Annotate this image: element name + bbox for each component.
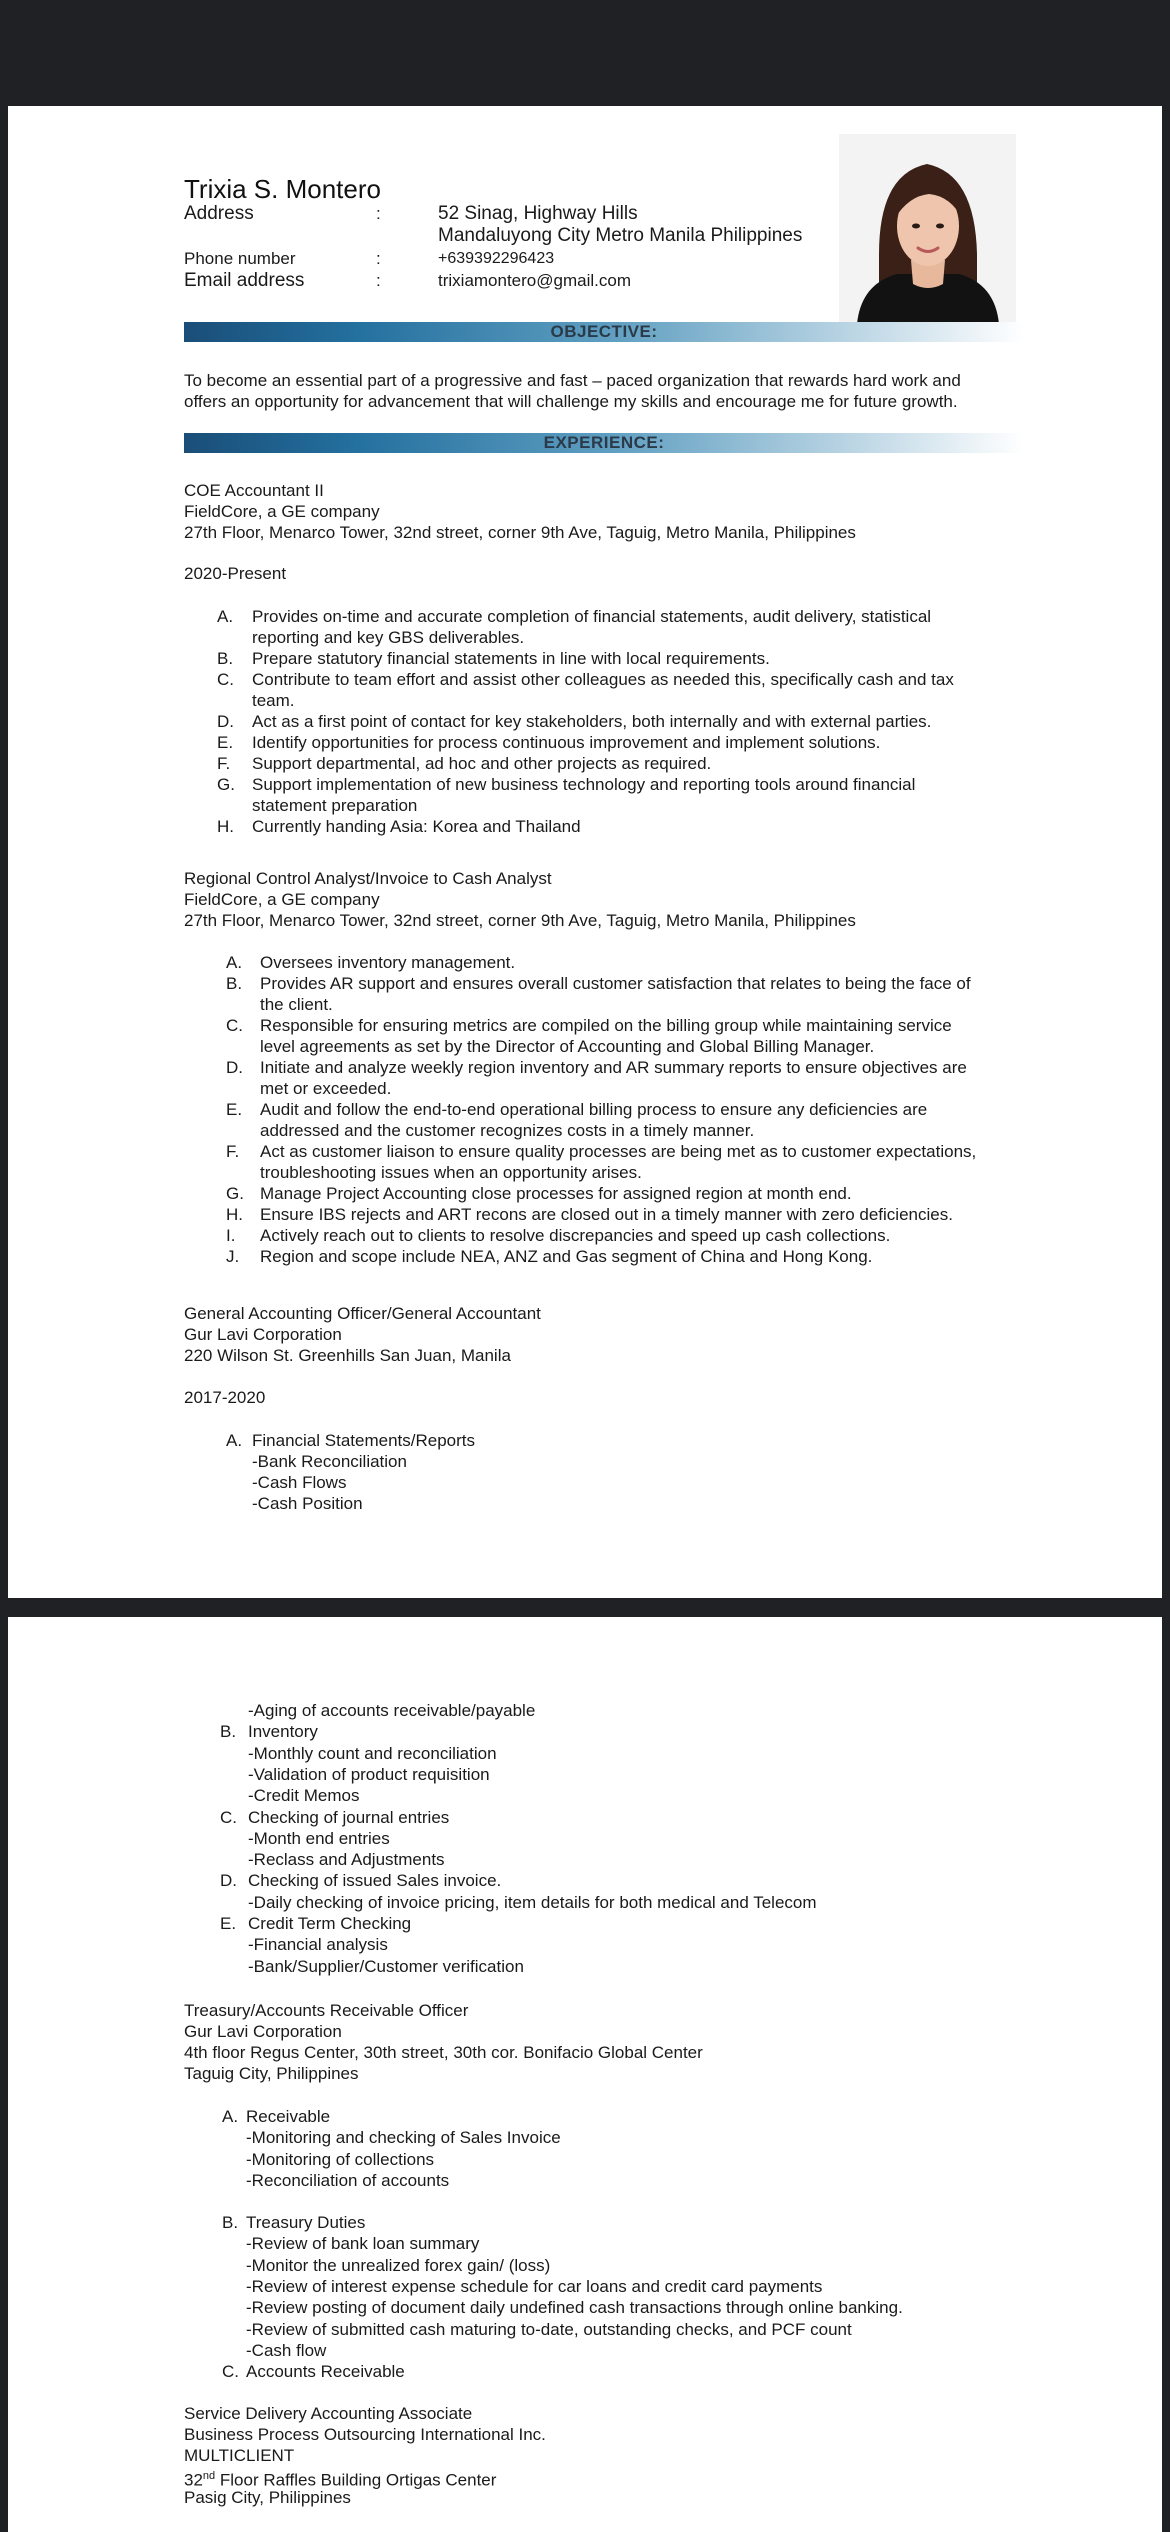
phone-label: Phone number bbox=[184, 249, 296, 268]
resume-page-1 bbox=[8, 106, 1162, 1598]
list-marker: G. bbox=[226, 1184, 244, 1203]
list-item: -Cash flow bbox=[246, 2340, 327, 2360]
list-marker: I. bbox=[226, 1226, 236, 1245]
list-marker: C. bbox=[222, 2362, 239, 2382]
job5-address-2: Pasig City, Philippines bbox=[184, 2488, 351, 2507]
list-marker: B. bbox=[217, 649, 234, 668]
list-item: reporting and key GBS deliverables. bbox=[252, 628, 525, 647]
list-item: level agreements as set by the Director of Accounting and Global Billing Manager. bbox=[260, 1037, 875, 1056]
list-marker: E. bbox=[217, 733, 234, 752]
list-item: Receivable bbox=[246, 2107, 331, 2126]
list-marker: D. bbox=[217, 712, 234, 731]
list-item: -Cash Flows bbox=[252, 1473, 347, 1492]
list-marker: C. bbox=[226, 1016, 243, 1035]
list-item: statement preparation bbox=[252, 796, 418, 815]
list-item: -Reconciliation of accounts bbox=[246, 2170, 450, 2190]
list-item: Checking of issued Sales invoice. bbox=[248, 1871, 502, 1891]
list-item: Actively reach out to clients to resolve discrepancies and speed up cash collections. bbox=[260, 1226, 891, 1245]
phone-number: +639392296423 bbox=[438, 250, 555, 267]
list-item: Responsible for ensuring metrics are compiled on the billing group while maintaining service bbox=[260, 1016, 952, 1035]
list-item: Prepare statutory financial statements in line with local requirements. bbox=[252, 649, 770, 668]
list-item: Inventory bbox=[248, 1722, 318, 1742]
list-item: team. bbox=[252, 691, 295, 710]
list-item: Accounts Receivable bbox=[246, 2362, 405, 2382]
list-item: Checking of journal entries bbox=[248, 1807, 450, 1827]
email-colon: : bbox=[376, 271, 381, 290]
objective-heading-bar bbox=[184, 322, 1024, 342]
job4-address-1: 4th floor Regus Center, 30th street, 30th cor. Bonifacio Global Center bbox=[184, 2043, 703, 2062]
resume-page-2 bbox=[8, 1617, 1162, 2532]
job2-address: 27th Floor, Menarco Tower, 32nd street, corner 9th Ave, Taguig, Metro Manila, Philippines bbox=[184, 911, 856, 930]
list-item: -Review of submitted cash maturing to-date, outstanding checks, and PCF count bbox=[246, 2319, 852, 2339]
job1-company: FieldCore, a GE company bbox=[184, 502, 380, 521]
list-item: -Credit Memos bbox=[248, 1786, 360, 1806]
list-item: Audit and follow the end-to-end operational billing process to ensure any deficiencies are bbox=[260, 1100, 928, 1119]
job1-title: COE Accountant II bbox=[184, 481, 324, 500]
job2-title: Regional Control Analyst/Invoice to Cash Analyst bbox=[184, 869, 552, 888]
list-item: -Monitoring and checking of Sales Invoice bbox=[246, 2128, 561, 2148]
list-item: Provides AR support and ensures overall customer satisfaction that relates to being the face of bbox=[260, 974, 971, 993]
job1-period: 2020-Present bbox=[184, 564, 287, 583]
list-marker: F. bbox=[217, 754, 231, 773]
list-marker: H. bbox=[226, 1205, 243, 1224]
phone-colon: : bbox=[376, 249, 381, 268]
list-marker: D. bbox=[220, 1871, 237, 1891]
list-item: Region and scope include NEA, ANZ and Gas segment of China and Hong Kong. bbox=[260, 1247, 873, 1266]
job5-client: MULTICLIENT bbox=[184, 2446, 295, 2465]
objective-line-1: To become an essential part of a progressive and fast – paced organization that rewards hard work and bbox=[184, 371, 961, 390]
job1-address: 27th Floor, Menarco Tower, 32nd street, corner 9th Ave, Taguig, Metro Manila, Philippines bbox=[184, 523, 856, 542]
list-item: -Review of bank loan summary bbox=[246, 2234, 480, 2254]
list-item: Support departmental, ad hoc and other projects as required. bbox=[252, 754, 712, 773]
job3-title: General Accounting Officer/General Accountant bbox=[184, 1304, 541, 1323]
list-marker: G. bbox=[217, 775, 235, 794]
list-item: -Daily checking of invoice pricing, item details for both medical and Telecom bbox=[248, 1892, 817, 1912]
objective-line-2: offers an opportunity for advancement that will challenge my skills and encourage me for future growth. bbox=[184, 392, 958, 411]
list-marker: C. bbox=[220, 1807, 237, 1827]
address-line-2: Mandaluyong City Metro Manila Philippines bbox=[438, 225, 803, 246]
list-marker: H. bbox=[217, 817, 234, 836]
list-item: -Monitor the unrealized forex gain/ (loss) bbox=[246, 2255, 551, 2275]
list-item: Treasury Duties bbox=[246, 2213, 366, 2232]
list-marker: E. bbox=[226, 1100, 243, 1119]
list-item: Act as customer liaison to ensure quality processes are being met as to customer expectations, bbox=[260, 1142, 977, 1161]
list-marker: A. bbox=[217, 607, 234, 626]
list-item: Act as a first point of contact for key stakeholders, both internally and with external parties. bbox=[252, 712, 932, 731]
list-item: Ensure IBS rejects and ART recons are closed out in a timely manner with zero deficiencies. bbox=[260, 1205, 953, 1224]
job5-title: Service Delivery Accounting Associate bbox=[184, 2404, 473, 2423]
list-item: -Bank/Supplier/Customer verification bbox=[248, 1956, 524, 1976]
list-item: Support implementation of new business technology and reporting tools around financial bbox=[252, 775, 916, 794]
list-item: -Validation of product requisition bbox=[248, 1764, 490, 1784]
list-marker: A. bbox=[222, 2107, 239, 2126]
list-marker: A. bbox=[226, 953, 243, 972]
address-label: Address bbox=[184, 203, 254, 224]
experience-heading: EXPERIENCE: bbox=[543, 433, 665, 452]
list-item: Oversees inventory management. bbox=[260, 953, 516, 972]
list-marker: B. bbox=[226, 974, 243, 993]
list-item: troubleshooting issues when an opportunity arises. bbox=[260, 1163, 642, 1182]
list-item: -Review posting of document daily undefined cash transactions through online banking. bbox=[246, 2298, 903, 2318]
address-colon: : bbox=[376, 204, 381, 223]
applicant-name: Trixia S. Montero bbox=[184, 174, 381, 204]
address-line-1: 52 Sinag, Highway Hills bbox=[438, 203, 638, 224]
list-item: Initiate and analyze weekly region inventory and AR summary reports to ensure objectives are bbox=[260, 1058, 967, 1077]
list-marker: F. bbox=[226, 1142, 240, 1161]
job4-title: Treasury/Accounts Receivable Officer bbox=[184, 2001, 469, 2020]
profile-photo bbox=[839, 134, 1016, 324]
job4-company: Gur Lavi Corporation bbox=[184, 2022, 342, 2041]
list-item: met or exceeded. bbox=[260, 1079, 392, 1098]
list-item: Identify opportunities for process continuous improvement and implement solutions. bbox=[252, 733, 881, 752]
list-item: -Review of interest expense schedule for car loans and credit card payments bbox=[246, 2276, 823, 2296]
job4-address-2: Taguig City, Philippines bbox=[184, 2064, 359, 2083]
list-marker: D. bbox=[226, 1058, 243, 1077]
list-marker: J. bbox=[226, 1247, 240, 1266]
list-item: -Bank Reconciliation bbox=[252, 1452, 407, 1471]
list-item: Currently handing Asia: Korea and Thailand bbox=[252, 817, 581, 836]
list-item: -Monitoring of collections bbox=[246, 2149, 435, 2169]
list-item: -Reclass and Adjustments bbox=[248, 1850, 445, 1870]
list-item: addressed and the customer recognizes costs in a timely manner. bbox=[260, 1121, 755, 1140]
list-item: -Cash Position bbox=[252, 1494, 363, 1513]
list-marker: B. bbox=[222, 2213, 239, 2232]
list-marker: C. bbox=[217, 670, 234, 689]
list-marker: A. bbox=[226, 1431, 243, 1450]
job5-address-1: 32nd Floor Raffles Building Ortigas Center bbox=[184, 2470, 497, 2490]
job5-company: Business Process Outsourcing International Inc. bbox=[184, 2425, 546, 2444]
job3-company: Gur Lavi Corporation bbox=[184, 1325, 342, 1344]
list-item: -Month end entries bbox=[248, 1828, 390, 1848]
job3-period: 2017-2020 bbox=[184, 1388, 266, 1407]
list-marker: E. bbox=[220, 1914, 237, 1933]
list-item: Provides on-time and accurate completion of financial statements, audit delivery, statistical bbox=[252, 607, 932, 626]
job2-company: FieldCore, a GE company bbox=[184, 890, 380, 909]
list-item: Financial Statements/Reports bbox=[252, 1431, 475, 1450]
list-item: -Aging of accounts receivable/payable bbox=[248, 1701, 536, 1720]
email-address: trixiamontero@gmail.com bbox=[438, 271, 631, 290]
job3-address: 220 Wilson St. Greenhills San Juan, Manila bbox=[184, 1346, 511, 1365]
list-marker: B. bbox=[220, 1722, 237, 1742]
email-label: Email address bbox=[184, 270, 305, 291]
experience-heading-bar bbox=[184, 433, 1024, 453]
list-item: Contribute to team effort and assist other colleagues as needed this, specifically cash and tax bbox=[252, 670, 954, 689]
list-item: -Monthly count and reconciliation bbox=[248, 1743, 497, 1763]
list-item: Manage Project Accounting close processes for assigned region at month end. bbox=[260, 1184, 852, 1203]
objective-heading: OBJECTIVE: bbox=[550, 322, 658, 341]
list-item: Credit Term Checking bbox=[248, 1914, 412, 1933]
list-item: the client. bbox=[260, 995, 333, 1014]
list-item: -Financial analysis bbox=[248, 1935, 388, 1955]
